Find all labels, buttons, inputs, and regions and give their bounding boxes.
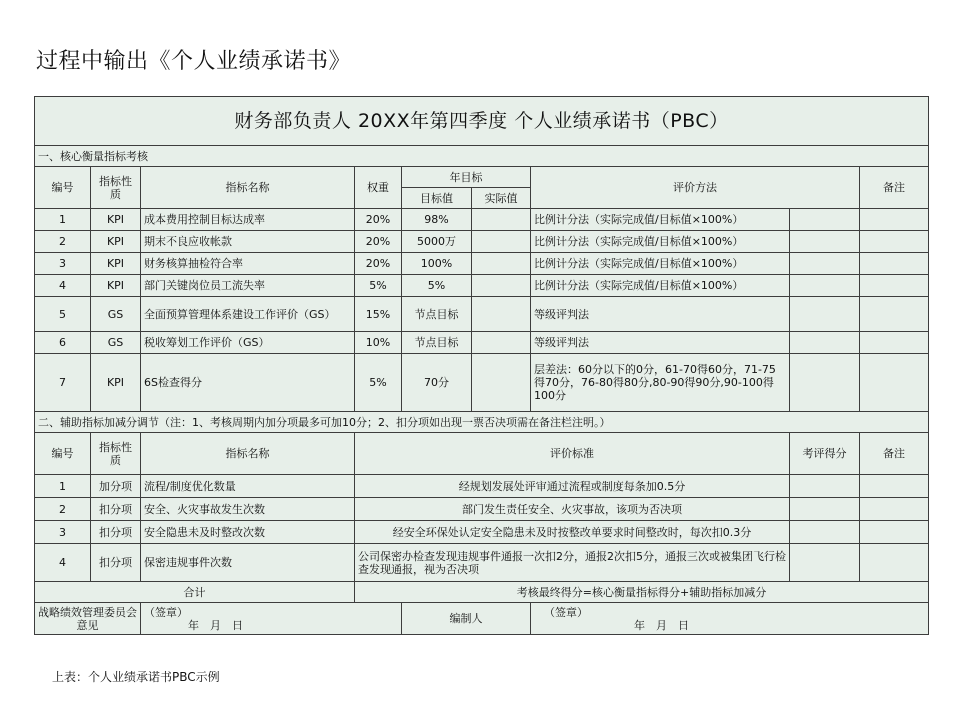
header-no: 编号: [35, 167, 91, 209]
row-nature: 扣分项: [91, 498, 141, 521]
row-target: 70分: [402, 354, 472, 412]
row-remark: [860, 275, 929, 297]
row-actual: [472, 253, 531, 275]
row-target: 5000万: [402, 231, 472, 253]
row-remark: [860, 253, 929, 275]
row-name: 安全、火灾事故发生次数: [141, 498, 355, 521]
section2-row: [35, 412, 929, 433]
row-remark: [860, 475, 929, 498]
table-row: [35, 521, 929, 544]
row-method-extra: [790, 275, 860, 297]
total-label: 合计: [35, 582, 355, 603]
row-method-extra: [790, 231, 860, 253]
table-row: [35, 209, 929, 231]
row-nature: KPI: [91, 231, 141, 253]
signature-row: [35, 603, 929, 635]
header-method: 评价方法: [531, 167, 860, 209]
signature-date: 年 月 日: [634, 618, 689, 632]
row-no: 4: [35, 544, 91, 582]
row-remark: [860, 354, 929, 412]
row-actual: [472, 332, 531, 354]
row-actual: [472, 231, 531, 253]
header-nature: 指标性质: [91, 167, 141, 209]
row-no: 5: [35, 297, 91, 332]
row-remark: [860, 544, 929, 582]
row-no: 3: [35, 253, 91, 275]
row-no: 1: [35, 475, 91, 498]
row-weight: 15%: [355, 297, 402, 332]
table-row: [35, 253, 929, 275]
row-method: 比例计分法（实际完成值/目标值×100%）: [531, 275, 790, 297]
title-row: [35, 97, 929, 146]
header-name: 指标名称: [141, 167, 355, 209]
header-target-value: 目标值: [402, 188, 472, 209]
table-row: [35, 498, 929, 521]
row-no: 2: [35, 498, 91, 521]
signature-seal-label: （签章）: [544, 605, 588, 619]
row-method-extra: [790, 253, 860, 275]
table-row: [35, 275, 929, 297]
row-actual: [472, 275, 531, 297]
page-title: 过程中输出《个人业绩承诺书》: [36, 49, 352, 74]
table-row: [35, 297, 929, 332]
row-standard: 部门发生责任安全、火灾事故，该项为否决项: [355, 498, 790, 521]
signature-seal-label: （签章）: [144, 605, 188, 619]
table-row: [35, 231, 929, 253]
section1-label: 一、核心衡量指标考核: [35, 146, 929, 167]
row-weight: 20%: [355, 231, 402, 253]
section2-label: 二、辅助指标加减分调节（注：1、考核周期内加分项最多可加10分；2、扣分项如出现一票否决项需在备注栏注明。）: [35, 412, 929, 433]
row-score: [790, 521, 860, 544]
row-target: 98%: [402, 209, 472, 231]
row-weight: 5%: [355, 275, 402, 297]
row-no: 2: [35, 231, 91, 253]
header-no: 编号: [35, 433, 91, 475]
row-actual: [472, 297, 531, 332]
row-remark: [860, 332, 929, 354]
row-nature: KPI: [91, 253, 141, 275]
row-method-extra: [790, 332, 860, 354]
row-no: 6: [35, 332, 91, 354]
header-remark: 备注: [860, 167, 929, 209]
row-target: 节点目标: [402, 332, 472, 354]
header-annual-target: 年目标: [402, 167, 531, 188]
row-actual: [472, 209, 531, 231]
row-name: 部门关键岗位员工流失率: [141, 275, 355, 297]
header-standard: 评价标准: [355, 433, 790, 475]
row-method: 比例计分法（实际完成值/目标值×100%）: [531, 209, 790, 231]
row-name: 成本费用控制目标达成率: [141, 209, 355, 231]
signature-date: 年 月 日: [188, 618, 243, 632]
row-no: 1: [35, 209, 91, 231]
table-row: [35, 354, 929, 412]
section2-header-row: [35, 433, 929, 475]
row-nature: KPI: [91, 354, 141, 412]
row-score: [790, 475, 860, 498]
row-name: 6S检查得分: [141, 354, 355, 412]
row-name: 保密违规事件次数: [141, 544, 355, 582]
row-remark: [860, 231, 929, 253]
row-method-extra: [790, 297, 860, 332]
row-method: 层差法：60分以下的0分，61-70得60分，71-75得70分，76-80得80分,80-90得90分,90-100得100分: [531, 354, 790, 412]
row-remark: [860, 297, 929, 332]
row-nature: KPI: [91, 209, 141, 231]
row-no: 7: [35, 354, 91, 412]
row-method: 比例计分法（实际完成值/目标值×100%）: [531, 231, 790, 253]
row-name: 全面预算管理体系建设工作评价（GS）: [141, 297, 355, 332]
committee-signature: [141, 603, 402, 635]
row-score: [790, 498, 860, 521]
row-name: 期末不良应收帐款: [141, 231, 355, 253]
section1-header-row: [35, 167, 929, 188]
header-name: 指标名称: [141, 433, 355, 475]
header-nature: 指标性质: [91, 433, 141, 475]
row-name: 流程/制度优化数量: [141, 475, 355, 498]
table-title: 财务部负责人 20XX年第四季度 个人业绩承诺书（PBC）: [35, 97, 929, 146]
row-method: 等级评判法: [531, 332, 790, 354]
row-remark: [860, 209, 929, 231]
row-nature: KPI: [91, 275, 141, 297]
table-caption: 上表：个人业绩承诺书PBC示例: [52, 670, 220, 684]
row-standard: 经安全环保处认定安全隐患未及时按整改单要求时间整改时，每次扣0.3分: [355, 521, 790, 544]
committee-label: 战略绩效管理委员会意见: [35, 603, 141, 635]
row-nature: 扣分项: [91, 521, 141, 544]
header-remark: 备注: [860, 433, 929, 475]
row-actual: [472, 354, 531, 412]
row-name: 税收筹划工作评价（GS）: [141, 332, 355, 354]
row-weight: 20%: [355, 253, 402, 275]
table-row: [35, 332, 929, 354]
table-row: [35, 475, 929, 498]
row-nature: GS: [91, 332, 141, 354]
row-no: 4: [35, 275, 91, 297]
preparer-label: 编制人: [402, 603, 531, 635]
row-method-extra: [790, 209, 860, 231]
table-row: [35, 544, 929, 582]
pbc-table: [34, 96, 929, 635]
row-no: 3: [35, 521, 91, 544]
row-score: [790, 544, 860, 582]
header-score: 考评得分: [790, 433, 860, 475]
header-actual-value: 实际值: [472, 188, 531, 209]
row-weight: 20%: [355, 209, 402, 231]
row-nature: 加分项: [91, 475, 141, 498]
row-weight: 10%: [355, 332, 402, 354]
preparer-signature: [531, 603, 929, 635]
row-nature: GS: [91, 297, 141, 332]
row-remark: [860, 521, 929, 544]
row-nature: 扣分项: [91, 544, 141, 582]
row-method: 比例计分法（实际完成值/目标值×100%）: [531, 253, 790, 275]
row-name: 财务核算抽检符合率: [141, 253, 355, 275]
header-weight: 权重: [355, 167, 402, 209]
total-formula: 考核最终得分=核心衡量指标得分+辅助指标加减分: [355, 582, 929, 603]
row-standard: 公司保密办检查发现违规事件通报一次扣2分，通报2次扣5分，通报三次或被集团飞行检查发现通报，视为否决项: [355, 544, 790, 582]
row-target: 节点目标: [402, 297, 472, 332]
section1-row: [35, 146, 929, 167]
row-target: 100%: [402, 253, 472, 275]
row-weight: 5%: [355, 354, 402, 412]
row-standard: 经规划发展处评审通过流程或制度每条加0.5分: [355, 475, 790, 498]
total-row: [35, 582, 929, 603]
row-method: 等级评判法: [531, 297, 790, 332]
row-method-extra: [790, 354, 860, 412]
row-target: 5%: [402, 275, 472, 297]
row-remark: [860, 498, 929, 521]
row-name: 安全隐患未及时整改次数: [141, 521, 355, 544]
